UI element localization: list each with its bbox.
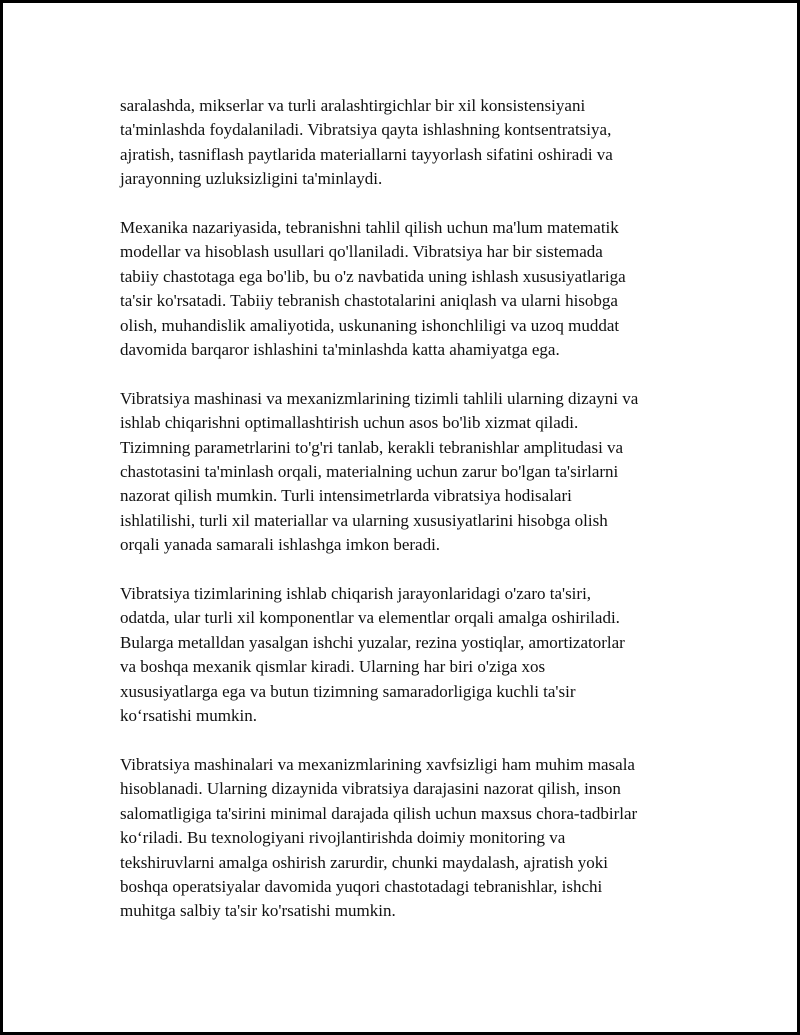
- text-line: Vibratsiya mashinalari va mexanizmlarining xavfsizligi ham muhim masala: [120, 754, 635, 774]
- text-line: Mexanika nazariyasida, tebranishni tahlil qilish uchun ma'lum matematik: [120, 218, 619, 238]
- paragraph-4: [120, 582, 700, 728]
- text-line: ko‘rsatishi mumkin.: [120, 706, 257, 726]
- text-line: davomida barqaror ishlashini ta'minlashda katta ahamiyatga ega.: [120, 340, 560, 360]
- text-line: muhitga salbiy ta'sir ko'rsatishi mumkin.: [120, 901, 396, 921]
- text-line: xususiyatlarga ega va butun tizimning samaradorligiga kuchli ta'sir: [120, 681, 576, 701]
- paragraph-3: [120, 387, 700, 558]
- text-line: salomatligiga ta'sirini minimal darajada qilish uchun maxsus chora-tadbirlar: [120, 803, 638, 823]
- text-line: hisoblanadi. Ularning dizaynida vibratsiya darajasini nazorat qilish, inson: [120, 779, 621, 799]
- text-line: saralashda, mikserlar va turli aralashtirgichlar bir xil konsistensiyani: [120, 96, 586, 115]
- paragraph-5: [120, 753, 700, 924]
- text-line: jarayonning uzluksizligini ta'minlaydi.: [120, 169, 383, 189]
- text-line: ishlatilishi, turli xil materiallar va ularning xususiyatlarini hisobga olish: [120, 510, 608, 530]
- paragraph-1: [120, 94, 700, 192]
- text-line: ta'minlashda foydalaniladi. Vibratsiya qayta ishlashning kontsentratsiya,: [120, 120, 612, 140]
- text-line: va boshqa mexanik qismlar kiradi. Ularning har biri o'ziga xos: [120, 657, 546, 677]
- document-body: [120, 94, 700, 948]
- text-line: ko‘riladi. Bu texnologiyani rivojlantirishda doimiy monitoring va: [120, 828, 566, 848]
- text-line: orqali yanada samarali ishlashga imkon beradi.: [120, 535, 441, 555]
- text-line: ishlab chiqarishni optimallashtirish uchun asos bo'lib xizmat qiladi.: [120, 413, 579, 433]
- text-line: boshqa operatsiyalar davomida yuqori chastotadagi tebranishlar, ishchi: [120, 876, 603, 896]
- text-line: Vibratsiya mashinasi va mexanizmlarining tizimli tahlili ularning dizayni va: [120, 388, 639, 408]
- text-line: Bularga metalldan yasalgan ishchi yuzalar, rezina yostiqlar, amortizatorlar: [120, 632, 625, 652]
- text-line: modellar va hisoblash usullari qo'llaniladi. Vibratsiya har bir sistemada: [120, 242, 603, 262]
- text-line: olish, muhandislik amaliyotida, uskunaning ishonchliligi va uzoq muddat: [120, 315, 620, 335]
- text-line: tekshiruvlarni amalga oshirish zarurdir, chunki maydalash, ajratish yoki: [120, 852, 608, 872]
- text-line: odatda, ular turli xil komponentlar va elementlar orqali amalga oshiriladi.: [120, 608, 620, 628]
- text-line: nazorat qilish mumkin. Turli intensimetrlarda vibratsiya hodisalari: [120, 486, 572, 506]
- text-line: Tizimning parametrlarini to'g'ri tanlab, kerakli tebranishlar amplitudasi va: [120, 437, 624, 457]
- text-line: tabiiy chastotaga ega bo'lib, bu o'z navbatida uning ishlash xususiyatlariga: [120, 266, 626, 286]
- text-line: ta'sir ko'rsatadi. Tabiiy tebranish chastotalarini aniqlash va ularni hisobga: [120, 291, 618, 311]
- paragraph-2: [120, 216, 700, 362]
- text-line: chastotasini ta'minlash orqali, materialning uchun zarur bo'lgan ta'sirlarni: [120, 462, 619, 482]
- text-line: ajratish, tasniflash paytlarida materiallarni tayyorlash sifatini oshiradi va: [120, 144, 613, 164]
- text-line: Vibratsiya tizimlarining ishlab chiqarish jarayonlaridagi o'zaro ta'siri,: [120, 584, 592, 604]
